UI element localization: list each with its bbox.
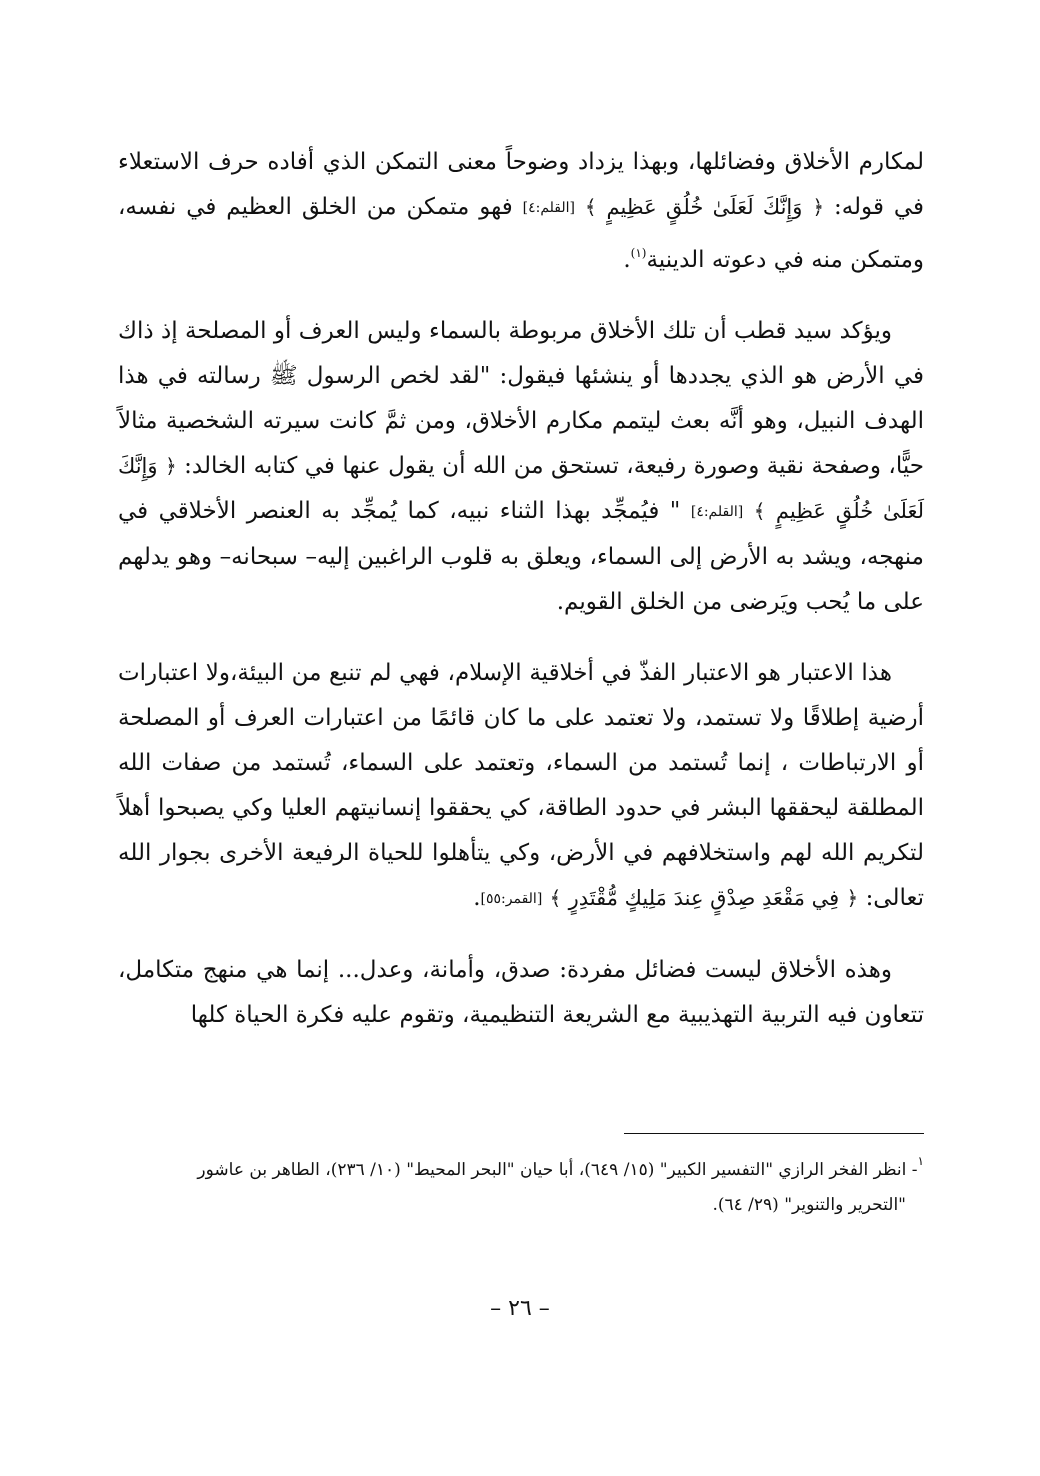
paragraph-text: ويؤكد سيد قطب أن تلك الأخلاق مربوطة بالسماء وليس العرف أو المصلحة إذ ذاك في الأرض هو الذي يجددها أو ينشئها فيقول: "لقد لخص الرسول ﷺ رسالته في هذا الهدف النبيل، وهو أنَّه بعث ليتمم مكارم الأخلاق، ومن ثمَّ كانت سيرته الشخصية مثالاً حيًّا، وصفحة نقية وصورة رفيعة، تستحق من الله أن يقول عنها في كتابه الخالد:: [118, 318, 925, 479]
quran-verse: وَإِنَّكَ لَعَلَىٰ خُلُقٍ عَظِيمٍ: [606, 195, 803, 219]
footnote-marker: (١): [630, 246, 647, 260]
paragraph-text: لمكارم الأخلاق وفضائلها، وبهذا يزداد وضوحاً معنى التمكن الذي أفاده حرف الاستعلاء في قوله:: [118, 149, 925, 220]
verse-reference: [القلم:٤]: [522, 200, 575, 216]
quran-verse: فِي مَقْعَدِ صِدْقٍ عِندَ مَلِيكٍ مُّقْتَدِرٍ: [568, 886, 840, 910]
paragraph-3: [118, 651, 924, 922]
page-body: [118, 140, 924, 1320]
paragraph-2: [118, 309, 924, 625]
quran-open-bracket: ﴿: [164, 454, 177, 478]
footnote-text-line-2: "التحرير والتنوير" (٢٩/ ٦٤).: [712, 1195, 906, 1215]
footnote-separator: [624, 1133, 924, 1134]
paragraph-text: " فيُمجِّد بهذا الثناء نبيه، كما يُمجِّد به العنصر الأخلاقي في منهجه، ويشد به الأرض إلى السماء، ويعلق به قلوب الراغبين إليه– سبحانه– وهو يدلهم على ما يُحب ويَرضى من الخلق القويم.: [118, 498, 924, 615]
footnote-number: ١: [917, 1154, 924, 1168]
paragraph-4: [118, 948, 924, 1038]
quran-close-bracket: ﴾: [753, 499, 766, 523]
quran-close-bracket: ﴾: [584, 195, 597, 219]
paragraph-text: .: [623, 247, 631, 273]
footnote: [118, 1144, 924, 1223]
verse-reference: [القلم:٤]: [690, 504, 744, 520]
footnote-text-line-1: - انظر الفخر الرازي "التفسير الكبير" (١٥/ ٦٤٩)، أبا حيان "البحر المحيط" (١٠/ ٢٣٦)، الطاهر بن عاشور: [197, 1160, 918, 1180]
quran-open-bracket: ﴿: [812, 195, 825, 219]
verse-reference: [القمر:٥٥]: [480, 891, 543, 907]
page-number: – ٢٦ –: [490, 1296, 550, 1321]
paragraph-text: وهذه الأخلاق ليست فضائل مفردة: صدق، وأمانة، وعدل... إنما هي منهج متكامل، تتعاون فيه التربية التهذيبية مع الشريعة التنظيمية، وتقوم عليه فكرة الحياة كلها: [118, 957, 924, 1028]
quran-verse: وَإِنَّكَ لَعَلَىٰ خُلُقٍ عَظِيمٍ: [118, 454, 925, 523]
paragraph-text: هذا الاعتبار هو الاعتبار الفذّ في أخلاقية الإسلام، فهي لم تنبع من البيئة،ولا اعتبارات أرضية إطلاقًا ولا تستمد، ولا تعتمد على ما كان قائمًا من اعتبارات العرف أو المصلحة أو الارتباطات ، إنما تُستمد من السماء، وتعتمد على السماء، تُستمد من صفات الله المطلقة ليحققها البشر في حدود الطاقة، كي يحققوا إنسانيتهم العليا وكي يصبحوا أهلاً لتكريم الله لهم واستخلافهم في الأرض، وكي يتأهلوا للحياة الرفيعة الأخرى بجوار الله تعالى:: [118, 660, 924, 911]
paragraph-text: فهو متمكن من الخلق العظيم في نفسه، ومتمكن منه في دعوته الدينية: [118, 194, 924, 273]
paragraph-1: [118, 140, 924, 283]
quran-close-bracket: ﴾: [549, 886, 562, 910]
paragraph-text: .: [473, 885, 481, 911]
quran-open-bracket: ﴿: [846, 886, 859, 910]
